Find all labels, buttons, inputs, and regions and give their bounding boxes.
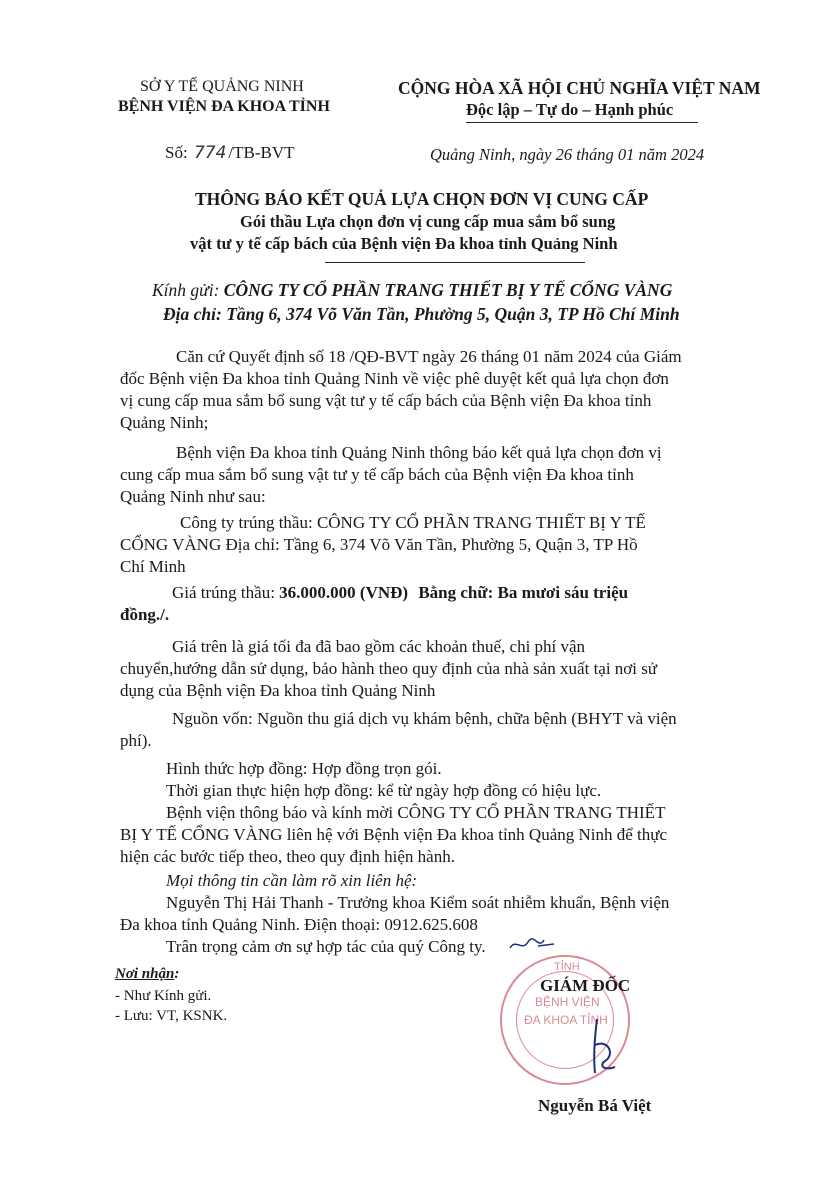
price-label: Giá trúng thầu: — [172, 583, 275, 602]
p4-line-3: dụng của Bệnh viện Đa khoa tỉnh Quảng Ninh — [120, 681, 436, 700]
recipients-heading — [115, 966, 179, 983]
country-name: CỘNG HÒA XÃ HỘI CHỦ NGHĨA VIỆT NAM — [398, 78, 761, 98]
p1-line-1: Căn cứ Quyết định số 18 /QĐ-BVT ngày 26 tháng 01 năm 2024 của Giám — [176, 347, 682, 366]
price-words: Bằng chữ: Ba mươi sáu triệu — [418, 583, 629, 602]
number-suffix: /TB-BVT — [228, 143, 295, 162]
motto: Độc lập – Tự do – Hạnh phúc — [466, 100, 674, 119]
p4-line-1: Giá trên là giá tối đa đã bao gồm các khoản thuế, chi phí vận — [172, 637, 586, 656]
recipient-item-2: - Lưu: VT, KSNK. — [115, 1008, 228, 1024]
p2-line-3: Quảng Ninh như sau: — [120, 487, 266, 506]
number-value: 774 — [193, 143, 227, 163]
p3-line-3: Chí Minh — [120, 557, 186, 576]
stamp-line-1: BỆNH VIỆN — [535, 995, 600, 1009]
price-words-2: đồng./. — [120, 605, 170, 624]
p3-line-1: Công ty trúng thầu: CÔNG TY CỔ PHẦN TRANG THIẾT BỊ Y TẾ — [180, 513, 646, 532]
department-name: SỞ Y TẾ QUẢNG NINH — [140, 78, 304, 95]
notice-subtitle-1: Gói thầu Lựa chọn đơn vị cung cấp mua sắm bổ sung — [240, 212, 616, 231]
document-number — [165, 143, 295, 163]
thanks-line: Trân trọng cảm ơn sự hợp tác của quý Công ty. — [166, 937, 486, 956]
price-value: 36.000.000 (VNĐ) — [279, 583, 409, 602]
p4-line-2: chuyển,hướng dẫn sử dụng, bảo hành theo quy định của nhà sản xuất tại nơi sử — [120, 659, 658, 678]
notice-title: THÔNG BÁO KẾT QUẢ LỰA CHỌN ĐƠN VỊ CUNG CẤP — [195, 189, 649, 209]
recipient-address: Địa chỉ: Tầng 6, 374 Võ Văn Tần, Phường 5, Quận 3, TP Hồ Chí Minh — [163, 304, 680, 324]
contact-line-2: Đa khoa tỉnh Quảng Ninh. Điện thoại: 0912.625.608 — [120, 915, 478, 934]
p3-line-2: CỔNG VÀNG Địa chỉ: Tầng 6, 374 Võ Văn Tần, Phường 5, Quận 3, TP Hồ — [120, 535, 638, 554]
recipient-line — [152, 280, 672, 301]
recipient-item-1: - Như Kính gửi. — [115, 988, 212, 1004]
p1-line-4: Quảng Ninh; — [120, 413, 209, 432]
price-line — [172, 582, 628, 604]
p2-line-1: Bệnh viện Đa khoa tỉnh Quảng Ninh thông báo kết quả lựa chọn đơn vị — [176, 443, 662, 462]
signature-icon — [575, 1015, 635, 1085]
contact-intro: Mọi thông tin cần làm rõ xin liên hệ: — [166, 871, 418, 890]
p8-line-3: hiện các bước tiếp theo, theo quy định hiện hành. — [120, 847, 455, 866]
recipients-label: Nơi nhận — [115, 966, 175, 982]
number-label: Số: — [165, 143, 188, 162]
p8-line-1: Bệnh viện thông báo và kính mời CÔNG TY CỔ PHẦN TRANG THIẾT — [166, 803, 666, 822]
hospital-name: BỆNH VIỆN ĐA KHOA TỈNH — [118, 98, 330, 115]
initial-mark-icon — [508, 934, 558, 956]
p2-line-2: cung cấp mua sắm bổ sung vật tư y tế cấp bách của Bệnh viện Đa khoa tỉnh — [120, 465, 634, 484]
notice-subtitle-2: vật tư y tế cấp bách của Bệnh viện Đa khoa tỉnh Quảng Ninh — [190, 234, 618, 253]
contract-duration: Thời gian thực hiện hợp đồng: kể từ ngày hợp đồng có hiệu lực. — [166, 781, 602, 800]
p5-line-1: Nguồn vốn: Nguồn thu giá dịch vụ khám bệnh, chữa bệnh (BHYT và viện — [172, 709, 677, 728]
contact-line-1: Nguyễn Thị Hải Thanh - Trưởng khoa Kiểm soát nhiễm khuẩn, Bệnh viện — [166, 893, 670, 912]
contract-type: Hình thức hợp đồng: Hợp đồng trọn gói. — [166, 759, 442, 778]
signer-name: Nguyễn Bá Việt — [538, 1096, 652, 1115]
recipient-company: CÔNG TY CỔ PHẦN TRANG THIẾT BỊ Y TẾ CỔNG VÀNG — [223, 280, 673, 300]
motto-underline — [466, 122, 698, 123]
p1-line-3: vị cung cấp mua sắm bổ sung vật tư y tế cấp bách của Bệnh viện Đa khoa tỉnh — [120, 391, 652, 410]
stamp-top-text: TỈNH — [554, 961, 580, 973]
recipient-label: Kính gửi: — [152, 280, 220, 300]
place-date: Quảng Ninh, ngày 26 tháng 01 năm 2024 — [430, 145, 705, 164]
p5-line-2: phí). — [120, 731, 152, 750]
stamp-line-2: ĐA KHOA TỈNH — [524, 1013, 608, 1027]
p8-line-2: BỊ Y TẾ CỔNG VÀNG liên hệ với Bệnh viện Đa khoa tỉnh Quảng Ninh để thực — [120, 825, 668, 844]
recipients-colon: : — [174, 966, 180, 982]
p1-line-2: đốc Bệnh viện Đa khoa tỉnh Quảng Ninh về việc phê duyệt kết quả lựa chọn đơn — [120, 369, 669, 388]
signer-title: GIÁM ĐỐC — [540, 976, 631, 995]
title-divider — [325, 262, 585, 263]
